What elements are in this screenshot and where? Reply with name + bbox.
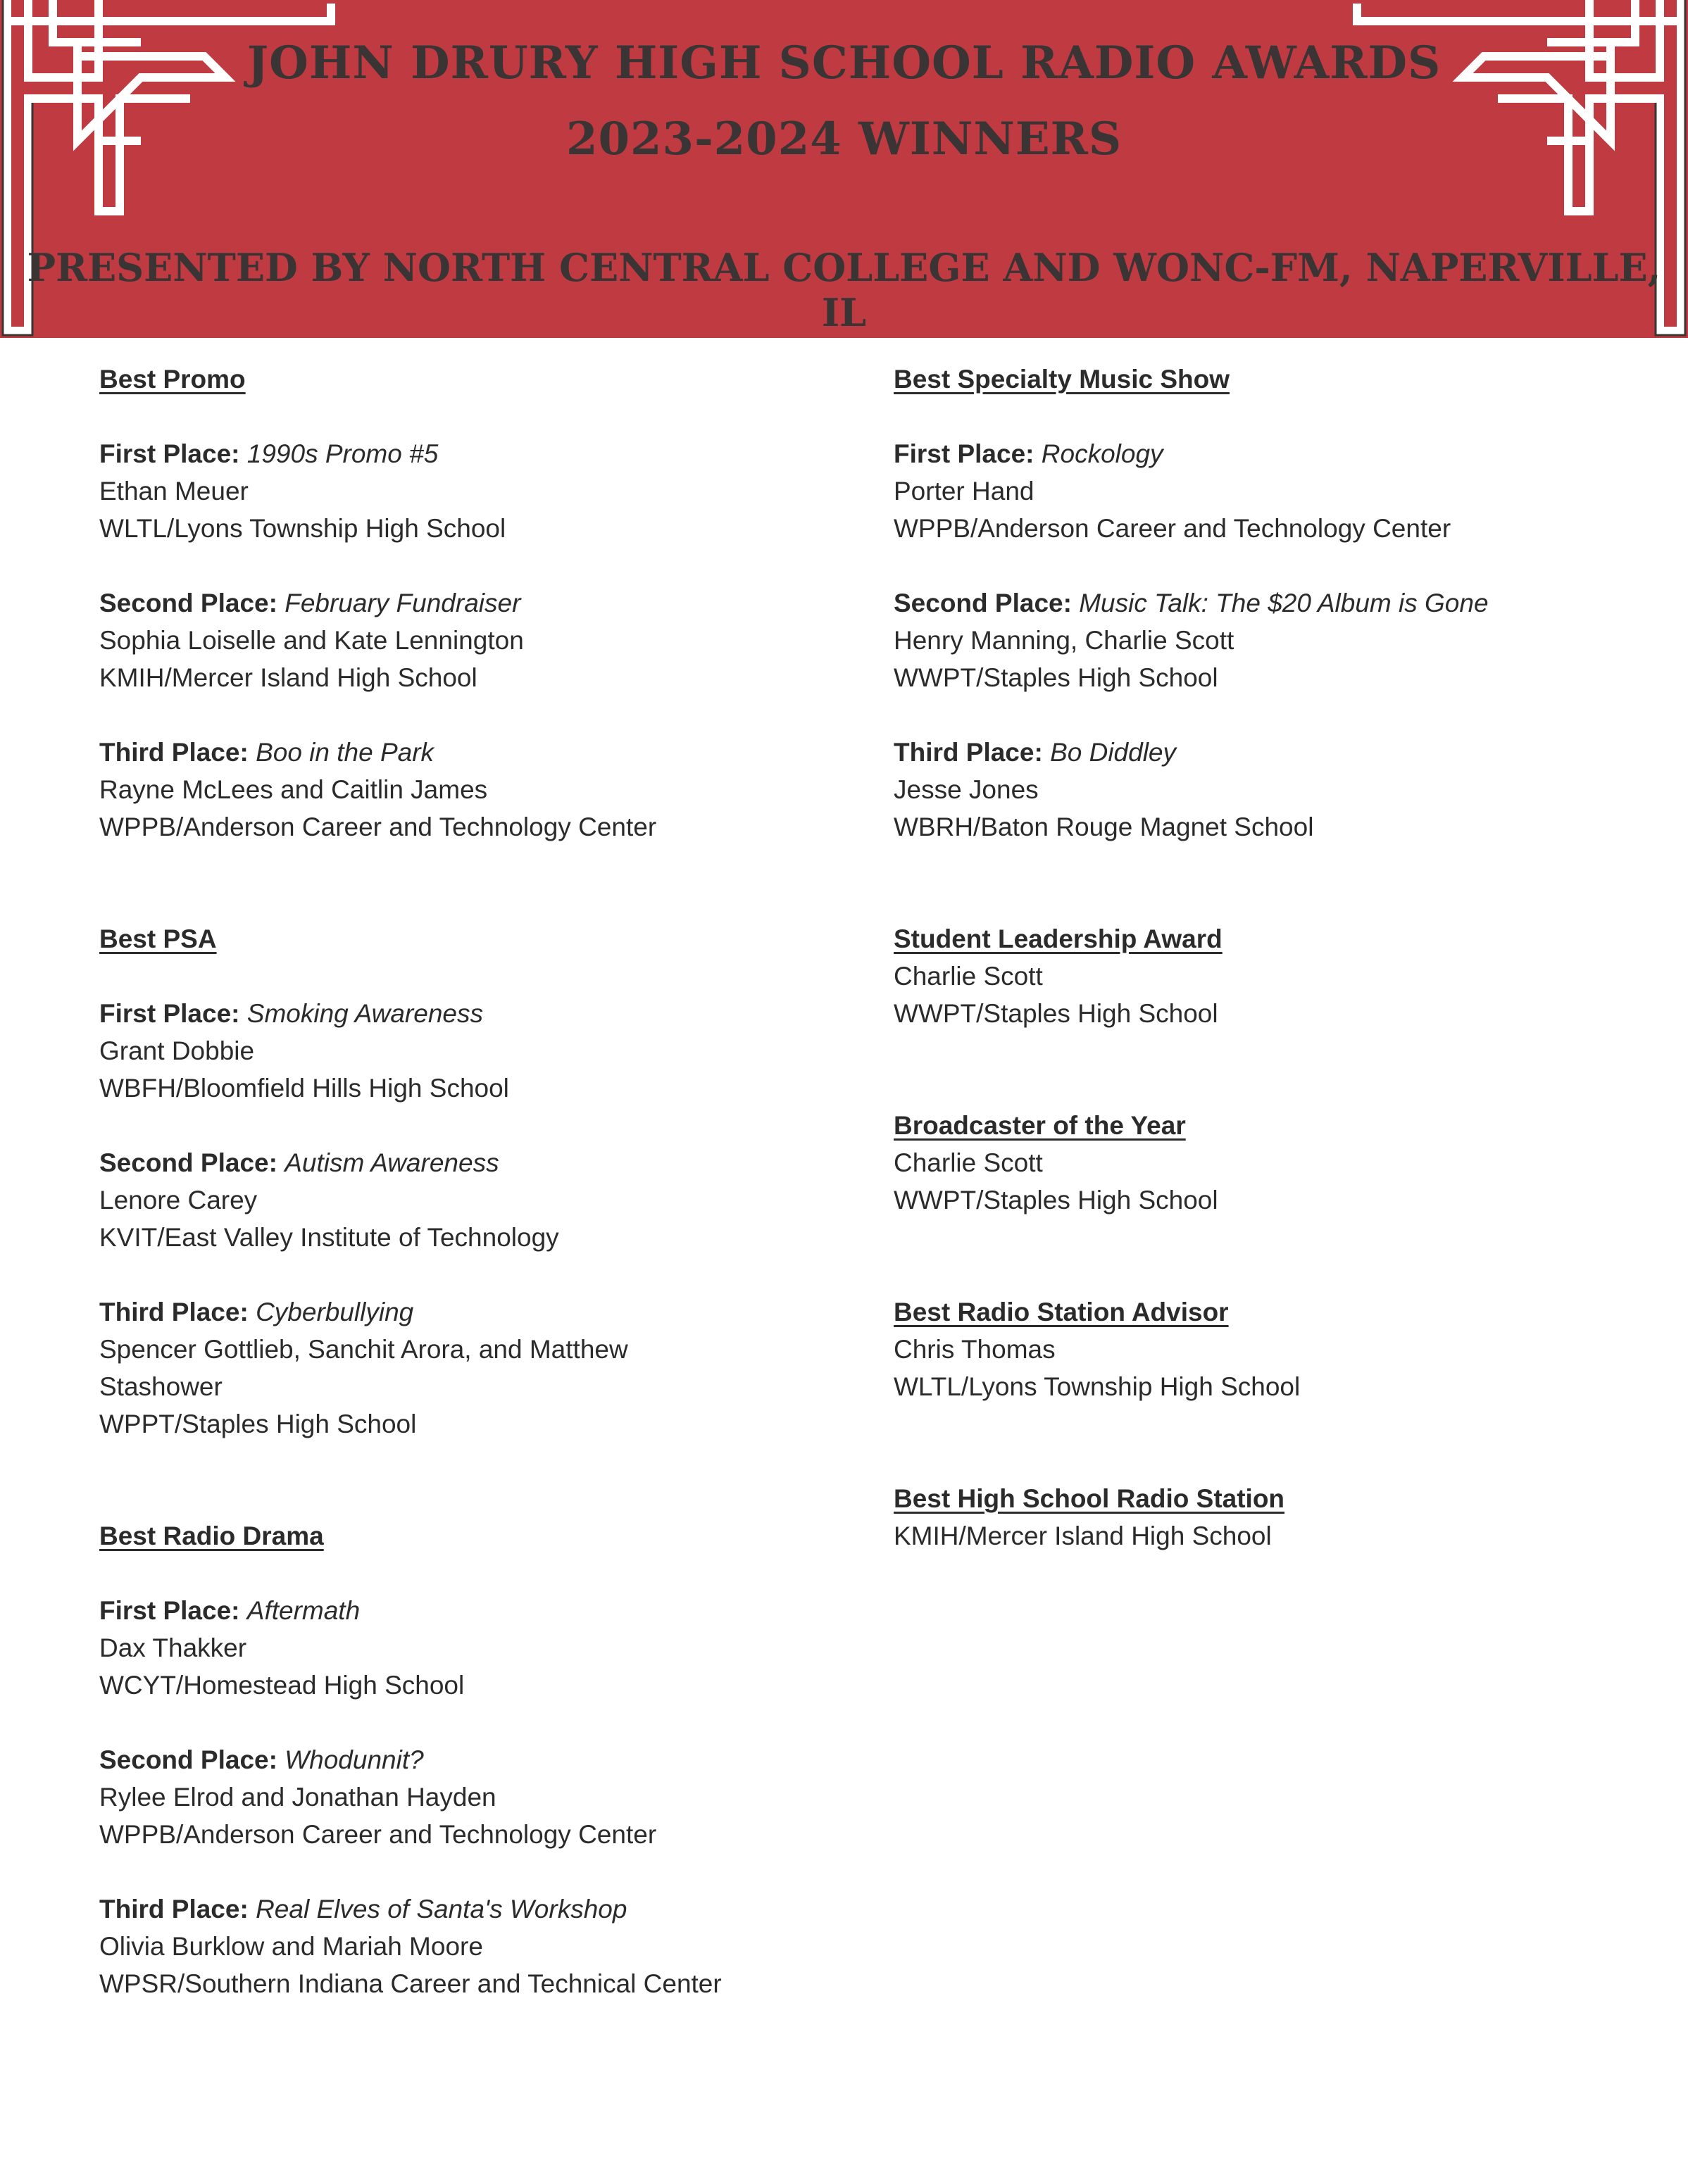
winner-school: WPSR/Southern Indiana Career and Technical Center <box>99 1969 722 1998</box>
winner-school: WLTL/Lyons Township High School <box>894 1372 1301 1401</box>
award-entry <box>894 435 1668 547</box>
award-entry <box>99 1741 839 1853</box>
winner-names: Lenore Carey <box>99 1186 258 1215</box>
section-heading: Best Radio Drama <box>99 1521 324 1550</box>
section-best-promo <box>99 360 839 846</box>
place-label: Second Place: <box>99 1745 277 1774</box>
section-best-specialty-music-show <box>894 360 1668 846</box>
work-title: 1990s Promo #5 <box>246 439 439 468</box>
winner-school: WPPB/Anderson Career and Technology Center <box>99 812 657 841</box>
winner-names: Sophia Loiselle and Kate Lennington <box>99 626 524 655</box>
winner-school: KMIH/Mercer Island High School <box>99 663 477 692</box>
place-label: Third Place: <box>99 738 249 767</box>
left-column <box>99 360 839 2002</box>
place-label: First Place: <box>99 999 240 1028</box>
section-heading: Best High School Radio Station <box>894 1484 1285 1513</box>
winner-names: Henry Manning, Charlie Scott <box>894 626 1234 655</box>
winner-names: Rylee Elrod and Jonathan Hayden <box>99 1783 496 1812</box>
award-entry <box>99 584 839 696</box>
section-heading: Best Specialty Music Show <box>894 365 1230 394</box>
winner-school: KMIH/Mercer Island High School <box>894 1521 1272 1550</box>
section-best-high-school-radio-station <box>894 1480 1668 1555</box>
work-title: Boo in the Park <box>256 738 434 767</box>
winner-school: WLTL/Lyons Township High School <box>99 514 506 543</box>
place-label: Third Place: <box>99 1895 249 1923</box>
page-title: JOHN DRURY HIGH SCHOOL RADIO AWARDS <box>246 37 1442 89</box>
winner-school: WBFH/Bloomfield Hills High School <box>99 1074 509 1103</box>
page-year-title: 2023-2024 WINNERS <box>565 113 1123 165</box>
work-title: February Fundraiser <box>285 589 521 617</box>
section-best-radio-drama <box>99 1517 839 2002</box>
presenter-subtitle: PRESENTED BY NORTH CENTRAL COLLEGE AND WONC-FM, NAPERVILLE, IL <box>27 245 1661 335</box>
winner-names-continued: Stashower <box>99 1372 223 1401</box>
section-heading: Best PSA <box>99 924 217 953</box>
winner-school: KVIT/East Valley Institute of Technology <box>99 1223 559 1252</box>
work-title: Smoking Awareness <box>246 999 483 1028</box>
winner-school: WPPB/Anderson Career and Technology Center <box>99 1820 657 1849</box>
section-heading: Student Leadership Award <box>894 924 1223 953</box>
winner-school: WWPT/Staples High School <box>894 663 1218 692</box>
place-label: Third Place: <box>99 1298 249 1326</box>
right-column <box>894 360 1668 1555</box>
winner-school: WWPT/Staples High School <box>894 999 1218 1028</box>
section-heading: Best Promo <box>99 365 246 394</box>
section-student-leadership-award <box>894 920 1668 1032</box>
work-title: Autism Awareness <box>285 1148 499 1177</box>
winner-names: Porter Hand <box>894 477 1034 506</box>
winner-names: Dax Thakker <box>99 1633 247 1662</box>
section-heading: Broadcaster of the Year <box>894 1111 1186 1140</box>
work-title: Aftermath <box>246 1596 361 1625</box>
place-label: Second Place: <box>99 1148 277 1177</box>
place-label: First Place: <box>99 1596 240 1625</box>
winner-names: Spencer Gottlieb, Sanchit Arora, and Matthew <box>99 1335 628 1364</box>
award-entry <box>99 995 839 1107</box>
work-title: Music Talk: The $20 Album is Gone <box>1079 589 1489 617</box>
winner-names: Chris Thomas <box>894 1335 1056 1364</box>
place-label: Second Place: <box>99 589 277 617</box>
winner-school: WCYT/Homestead High School <box>99 1671 465 1700</box>
work-title: Whodunnit? <box>285 1745 424 1774</box>
winner-names: Charlie Scott <box>894 962 1043 991</box>
section-broadcaster-of-the-year <box>894 1107 1668 1219</box>
winner-names: Rayne McLees and Caitlin James <box>99 775 488 804</box>
winner-names: Ethan Meuer <box>99 477 249 506</box>
winner-names: Olivia Burklow and Mariah Moore <box>99 1932 483 1961</box>
award-entry <box>99 1293 839 1443</box>
place-label: Third Place: <box>894 738 1043 767</box>
section-best-radio-station-advisor <box>894 1293 1668 1405</box>
award-entry <box>894 734 1668 846</box>
winner-school: WPPB/Anderson Career and Technology Center <box>894 514 1451 543</box>
award-entry <box>99 1890 839 2002</box>
header-banner <box>0 0 1688 338</box>
work-title: Real Elves of Santa's Workshop <box>256 1895 627 1923</box>
place-label: Second Place: <box>894 589 1072 617</box>
work-title: Bo Diddley <box>1050 738 1176 767</box>
winner-school: WPPT/Staples High School <box>99 1410 417 1438</box>
place-label: First Place: <box>894 439 1034 468</box>
award-entry <box>99 435 839 547</box>
winner-names: Grant Dobbie <box>99 1036 255 1065</box>
winner-school: WBRH/Baton Rouge Magnet School <box>894 812 1314 841</box>
award-entry <box>894 584 1668 696</box>
winner-school: WWPT/Staples High School <box>894 1186 1218 1215</box>
award-entry <box>99 1144 839 1256</box>
section-heading: Best Radio Station Advisor <box>894 1298 1229 1326</box>
place-label: First Place: <box>99 439 240 468</box>
work-title: Rockology <box>1041 439 1163 468</box>
winner-names: Jesse Jones <box>894 775 1039 804</box>
award-entry <box>99 1592 839 1704</box>
work-title: Cyberbullying <box>256 1298 414 1326</box>
award-entry <box>99 734 839 846</box>
winner-names: Charlie Scott <box>894 1148 1043 1177</box>
section-best-psa <box>99 920 839 1443</box>
